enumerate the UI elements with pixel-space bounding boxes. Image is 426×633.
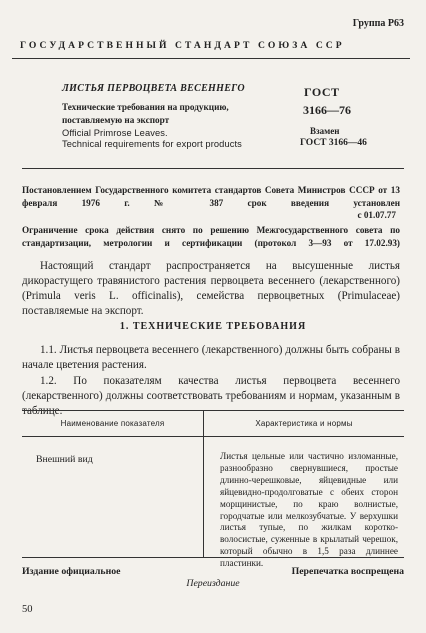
document-subtitle: [62, 101, 229, 126]
paragraph-1-1: 1.1. Листья первоцвета весеннего (лекарственного) должны быть собраны в начале цветения растения.: [22, 344, 400, 371]
footer-copyright: Перепечатка воспрещена: [291, 566, 404, 577]
table-header-divider: [22, 436, 404, 437]
gost-label: ГОСТ: [304, 85, 340, 99]
paragraph-1-2: 1.2. По показателям качества листья первоцвета весеннего (лекарственного) должны соответствовать требованиям и нормам, указанным в таблице.: [22, 375, 400, 417]
english-title-line: Official Primrose Leaves.: [62, 128, 168, 138]
instead-label: Взамен: [310, 126, 340, 136]
table-header-name: Наименование показателя: [60, 419, 165, 428]
footer-official: Издание официальное: [22, 566, 121, 577]
subtitle-line: Технические требования на продукцию,: [62, 102, 229, 112]
decree-text: Постановлением Государственного комитета стандартов Совета Министров СССР от 13 февраля 1976 г. № 387 срок введения установлен: [22, 185, 400, 208]
table-column-divider: [203, 411, 204, 557]
middle-divider: [22, 168, 404, 169]
page-number: 50: [22, 604, 33, 615]
table-cell-value: Листья цельные или частично изломанные, разнообразно свернувшиеся, простые длинно-черешковые, яйцевидные или яйцевидно-продолговатые с обеих сторон морщинистые, по краю волнистые, городчатые или мелкозубчатые. У верхушки листья тупые, по жилкам коротко-волосистые, суженные в крылатый черешок, который обычно в 1,5 раза длиннее пластинки.: [220, 451, 398, 569]
document-title: ЛИСТЬЯ ПЕРВОЦВЕТА ВЕСЕННЕГО: [62, 83, 245, 94]
reprint-note: Переиздание: [186, 578, 240, 589]
subtitle-line: поставляемую на экспорт: [62, 114, 170, 125]
table-header-norms: Характеристика и нормы: [255, 419, 353, 428]
section-heading: 1. ТЕХНИЧЕСКИЕ ТРЕБОВАНИЯ: [119, 321, 307, 332]
effective-date: с 01.07.77: [357, 210, 396, 220]
intro-paragraph: Настоящий стандарт распространяется на высушенные листья дикорастущего травянистого растения первоцвета весеннего (лекарственного) (Primula veris L. officinalis), семейства первоцветных (Primulaceae) поставляемые на экспорт.: [22, 260, 400, 317]
english-title: [62, 128, 242, 150]
gost-number: 3166—76: [303, 103, 351, 117]
top-divider: [12, 58, 410, 59]
table-cell-name: Внешний вид: [36, 454, 93, 465]
instead-value: ГОСТ 3166—46: [300, 138, 367, 148]
english-title-line: Technical requirements for export products: [62, 139, 242, 149]
standard-title: ГОСУДАРСТВЕННЫЙ СТАНДАРТ СОЮЗА ССР: [20, 40, 345, 51]
group-code: Группа Р63: [352, 18, 404, 29]
limit-note: Ограничение срока действия снято по решению Межгосударственного совета по стандартизации, метрологии и сертификации (протокол 3—93 от 17.02.93): [22, 225, 400, 248]
requirements-table: [22, 410, 404, 569]
